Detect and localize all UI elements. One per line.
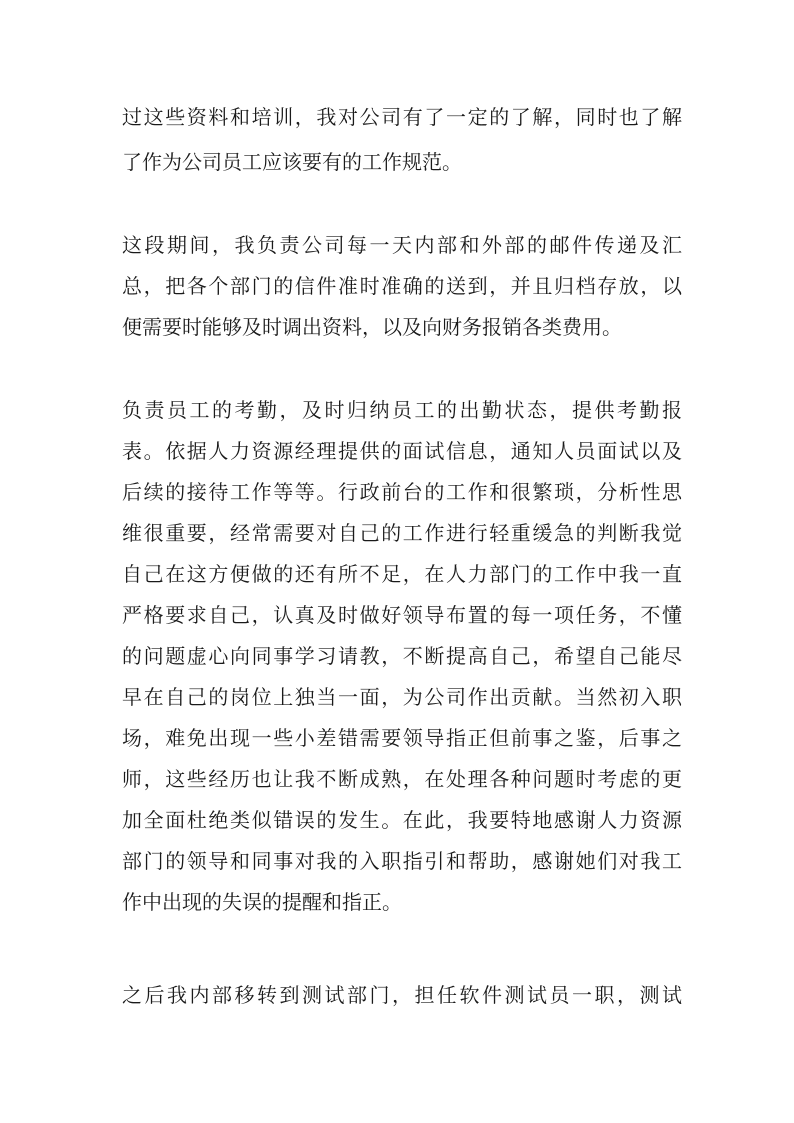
paragraph-3-line-6: 严格要求自己，认真及时做好领导布置的每一项任务，不懂 [122, 603, 682, 627]
paragraph-3-line-8: 早在自己的岗位上独当一面，为公司作出贡献。当然初入职 [122, 685, 682, 709]
paragraph-1-line-1: 过这些资料和培训，我对公司有了一定的了解，同时也了解 [122, 105, 682, 129]
paragraph-3-line-13: 作中出现的失误的提醒和指正。 [122, 890, 402, 914]
paragraph-4-line-1: 之后我内部移转到测试部门，担任软件测试员一职，测试 [122, 983, 682, 1007]
paragraph-3-line-4: 维很重要，经常需要对自己的工作进行轻重缓急的判断我觉 [122, 521, 682, 545]
paragraph-3-line-10: 师，这些经历也让我不断成熟，在处理各种问题时考虑的更 [122, 767, 682, 791]
paragraph-3-line-5: 自己在这方便做的还有所不足，在人力部门的工作中我一直 [122, 562, 682, 586]
paragraph-3-line-7: 的问题虚心向同事学习请教，不断提高自己，希望自己能尽 [122, 644, 682, 668]
paragraph-3-line-12: 部门的领导和同事对我的入职指引和帮助，感谢她们对我工 [122, 849, 682, 873]
paragraph-2-line-2: 总，把各个部门的信件准时准确的送到，并且归档存放，以 [122, 274, 682, 298]
paragraph-3-line-11: 加全面杜绝类似错误的发生。在此，我要特地感谢人力资源 [122, 808, 682, 832]
paragraph-3-line-3: 后续的接待工作等等。行政前台的工作和很繁琐，分析性思 [122, 480, 682, 504]
paragraph-3-line-2: 表。依据人力资源经理提供的面试信息，通知人员面试以及 [122, 439, 682, 463]
paragraph-2-line-3: 便需要时能够及时调出资料，以及向财务报销各类费用。 [122, 315, 622, 339]
paragraph-3-line-1: 负责员工的考勤，及时归纳员工的出勤状态，提供考勤报 [122, 398, 682, 422]
paragraph-3-line-9: 场，难免出现一些小差错需要领导指正但前事之鉴，后事之 [122, 726, 682, 750]
paragraph-1-line-2: 了作为公司员工应该要有的工作规范。 [122, 150, 462, 174]
paragraph-2-line-1: 这段期间，我负责公司每一天内部和外部的邮件传递及汇 [122, 233, 682, 257]
